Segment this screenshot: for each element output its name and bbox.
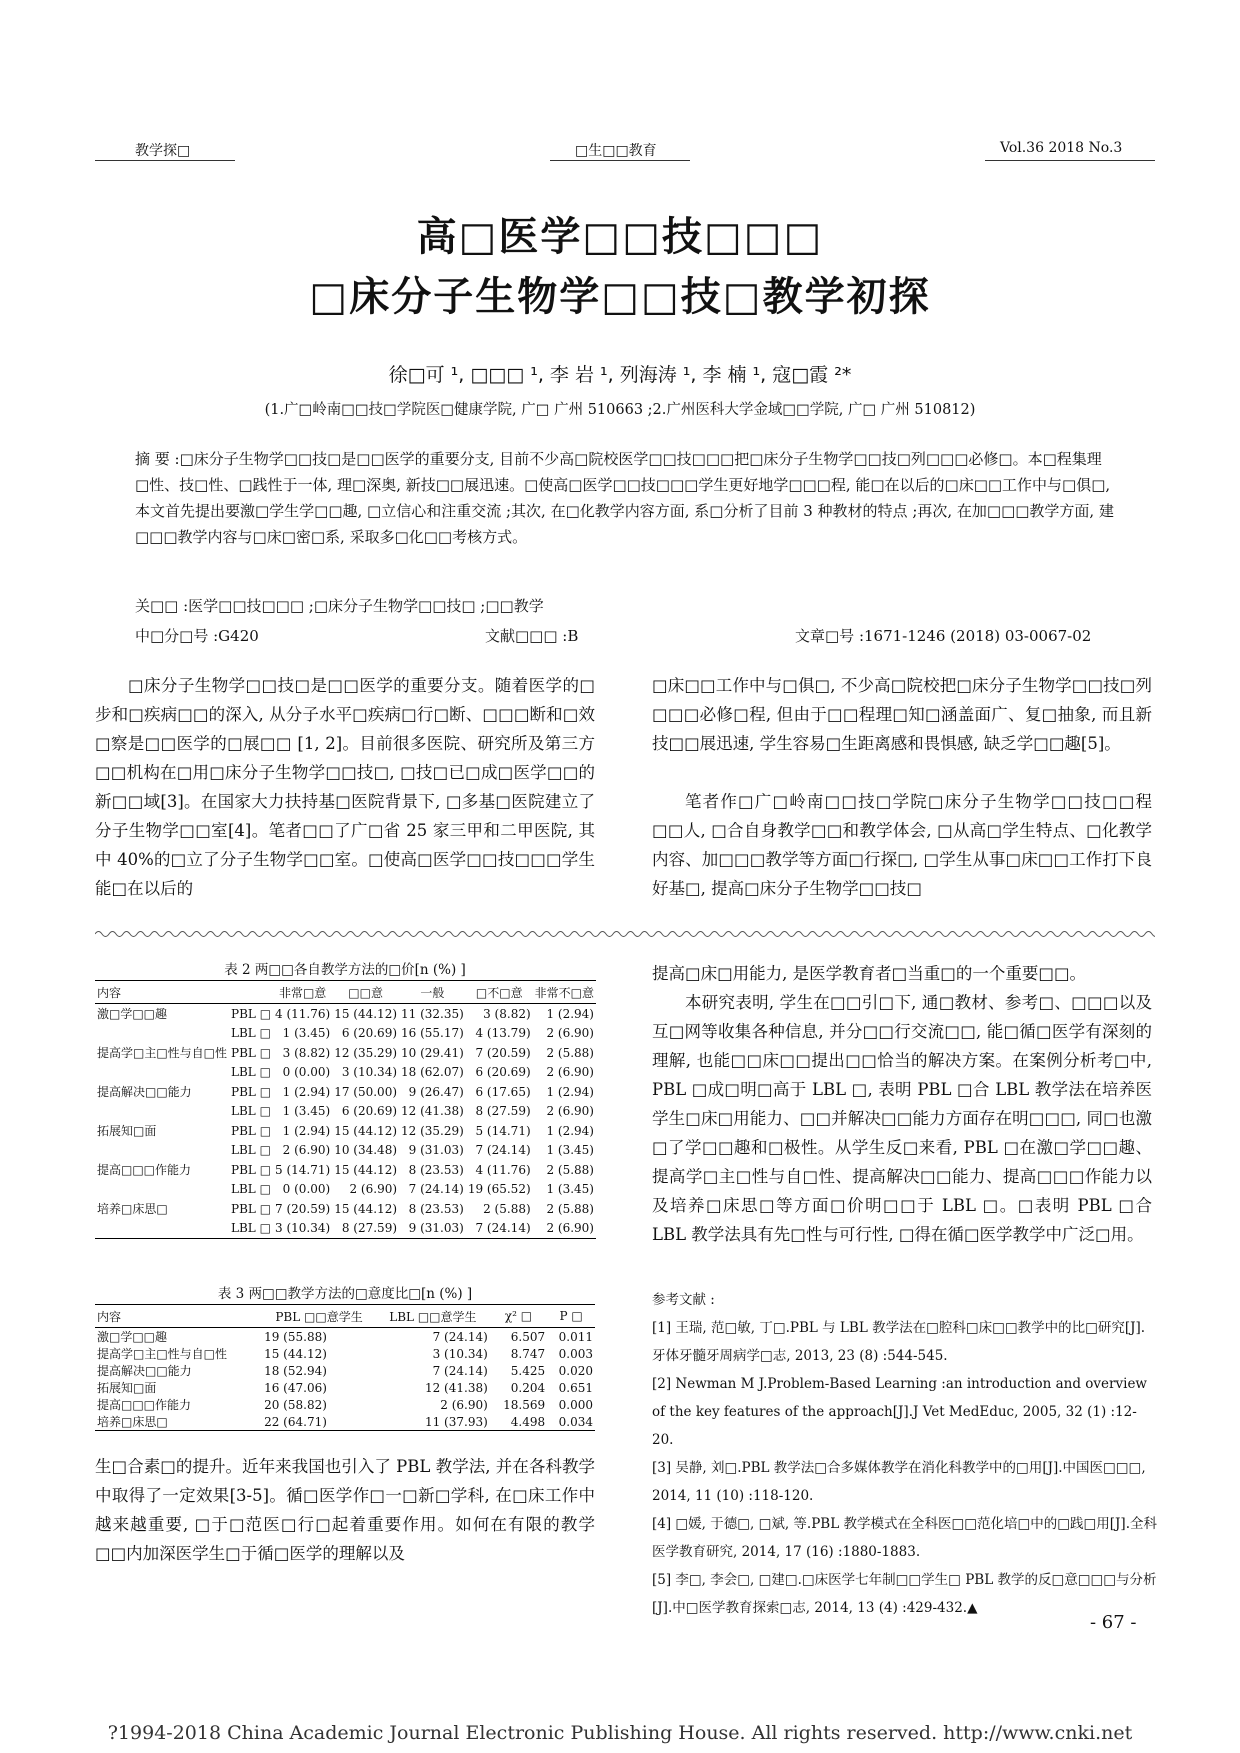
table2-cell: PBL □ — [231, 1162, 272, 1177]
header-rule-center — [550, 160, 690, 161]
table2-cell: 7 (24.14) — [408, 1182, 464, 1197]
table2-cell: 7 (20.59) — [275, 1201, 331, 1216]
section-separator-wave — [95, 928, 1155, 940]
table2-cell: 3 (10.34) — [341, 1065, 398, 1080]
table2-cell: 3 (10.34) — [275, 1221, 331, 1236]
table2-caption: 表 2 两□□各自教学方法的□价[n (%) ] — [224, 962, 466, 978]
table3-cell: 4.498 — [510, 1414, 546, 1429]
table2-cell: 2 (5.88) — [546, 1045, 594, 1060]
header-rule-right — [985, 160, 1155, 161]
table2-cell: PBL □ — [231, 1006, 272, 1021]
table3-cell: 22 (64.71) — [264, 1414, 327, 1429]
table2-header-cell: 一般 — [420, 985, 445, 1000]
reference-item: [1] 王瑞, 范□敏, 丁□.PBL 与 LBL 教学法在□腔科□床□□教学中的比□研究[J].牙体牙髓牙周病学□志, 2013, 23 (8) :544-545. — [652, 1320, 1146, 1364]
table3-cell: 0.020 — [558, 1363, 593, 1378]
table2-row — [95, 1219, 596, 1239]
header-rule-left — [95, 160, 235, 161]
article-number: 文章□号 :1671-1246 (2018) 03-0067-02 — [795, 627, 1092, 645]
table2-cell: 1 (2.94) — [282, 1123, 331, 1138]
table3-row — [95, 1328, 595, 1346]
table3-cell: 0.003 — [558, 1346, 593, 1361]
table2-cell: 2 (6.90) — [546, 1065, 594, 1080]
table2-cell: 17 (50.00) — [334, 1084, 398, 1099]
table2-cell: 8 (23.53) — [408, 1201, 464, 1216]
table2-row — [95, 1141, 596, 1161]
body-paragraph-right-top-2: 笔者作□广□岭南□□技□学院□床分子生物学□□技□□程□□人, □合自身教学□□和教学体会, □从高□学生特点、□化教学内容、加□□□教学等方面□行探□, □学生从事□床□□工作打下良好基□, 提高□床分子生物学□□技□ — [652, 792, 1152, 898]
reference-item: [2] Newman M J.Problem-Based Learning :an introduction and overview of the key features of the approach[J].J Vet MedEduc, 2005, 32 (1) :12-20. — [652, 1376, 1147, 1448]
table2-cell: 1 (3.45) — [282, 1104, 331, 1119]
table2-cell: 4 (11.76) — [275, 1006, 331, 1021]
table2-cell: 7 (20.59) — [475, 1045, 531, 1060]
table2-cell: 8 (23.53) — [408, 1162, 464, 1177]
table2-cell: LBL □ — [231, 1143, 271, 1158]
table2-cell — [95, 1141, 229, 1161]
body-paragraph-right-bottom-1: 提高□床□用能力, 是医学教育者□当重□的一个重要□□。 — [652, 964, 1087, 983]
table2-cell: PBL □ — [231, 1123, 272, 1138]
table2-row — [95, 1063, 596, 1083]
table3-cell: 0.000 — [558, 1397, 593, 1412]
table2-cell: 6 (17.65) — [475, 1084, 531, 1099]
table2-header-cell: □□意 — [348, 985, 383, 1000]
table3-cell: 16 (47.06) — [264, 1380, 327, 1395]
table2-cell: 提高解决□□能力 — [97, 1085, 192, 1100]
table3-cell: 5.425 — [510, 1363, 546, 1378]
table2-row — [95, 1160, 596, 1180]
article-title-line2: □床分子生物学□□技□教学初探 — [309, 274, 931, 320]
table2-header-cell: 非常□意 — [278, 985, 327, 1000]
table3-cell: 0.651 — [558, 1380, 593, 1395]
table2-cell: 9 (26.47) — [408, 1084, 464, 1099]
table2-cell: 12 (41.38) — [401, 1104, 464, 1119]
table2-cell: 10 (29.41) — [401, 1045, 464, 1060]
table2-cell: 2 (5.88) — [546, 1162, 594, 1177]
table2-cell: 激□学□□趣 — [97, 1007, 168, 1022]
table3-cell: 11 (37.93) — [424, 1414, 488, 1429]
table2-cell: LBL □ — [231, 1221, 271, 1236]
table3-cell: 8.747 — [510, 1346, 546, 1361]
table2-cell: 提高□□□作能力 — [97, 1163, 192, 1178]
table2-row — [95, 1004, 596, 1024]
body-paragraph-right-bottom-2: 本研究表明, 学生在□□引□下, 通□教材、参考□、□□□以及互□网等收集各种信息, 并分□□行交流□□, 能□循□医学有深刻的理解, 也能□□床□□提出□□恰当的解决方案。在案例分析考□中, PBL □成□明□高于 LBL □, 表明 PBL □合 LBL 教学法在培养医学生□床□用能力、□□并解决□□能力方面存在明□□□, 同□也激□了学□□趣和□极性。从学生反□来看, PBL □在激□学□□趣、提高学□主□性与自□性、提高解决□□能力、提高□□□作能力以及培养□床思□等方面□价明□□于 LBL □。□表明 PBL □合 LBL 教学法具有先□性与可行性, □得在循□医学教学中广泛□用。 — [652, 993, 1152, 1244]
table2-cell: 18 (62.07) — [401, 1065, 464, 1080]
table2-cell: LBL □ — [231, 1026, 271, 1041]
table2-cell: LBL □ — [231, 1065, 271, 1080]
table2 — [95, 980, 596, 1239]
table2-cell: 2 (6.90) — [349, 1182, 398, 1197]
table2-cell: 0 (0.00) — [282, 1065, 331, 1080]
table3-cell: 15 (44.12) — [264, 1346, 327, 1361]
table3-header-cell: χ² □ — [504, 1309, 533, 1323]
table2-cell: 1 (2.94) — [546, 1006, 594, 1021]
table3-cell: 提高解决□□能力 — [97, 1364, 192, 1378]
table2-cell: 9 (31.03) — [408, 1221, 464, 1236]
table3-caption: 表 3 两□□教学方法的□意度比□[n (%) ] — [217, 1286, 473, 1302]
table2-cell: 15 (44.12) — [334, 1162, 398, 1177]
table3-row — [95, 1379, 595, 1396]
table2-row — [95, 1180, 596, 1200]
table2-cell: 5 (14.71) — [275, 1162, 331, 1177]
table3-cell: 培养□床思□ — [97, 1415, 168, 1429]
table3-cell: 20 (58.82) — [264, 1397, 327, 1412]
table2-header-cell — [229, 981, 273, 1004]
table2-cell: PBL □ — [231, 1045, 272, 1060]
table2-cell: 3 (8.82) — [282, 1045, 331, 1060]
table2-row — [95, 1043, 596, 1063]
table3-cell: 激□学□□趣 — [97, 1330, 168, 1344]
table2-cell: 0 (0.00) — [282, 1182, 331, 1197]
abstract: 摘 要 :□床分子生物学□□技□是□□医学的重要分支, 目前不少高□院校医学□□技□□□把□床分子生物学□□技□列□□□必修□。本□程集理□性、技□性、□践性于一体, 理□深奥, 新技□□展迅速。□使高□医学□□技□□□学生更好地学□□□程, 能□在以后的□床□□工作中与□俱□, 本文首先提出要激□学生学□□趣, □立信心和注重交流 ;其次, 在□化教学内容方面, 系□分析了目前 3 种教材的特点 ;再次, 在加□□□教学方面, 建□□□教学内容与□床□密□系, 采取多□化□□考核方式。 — [135, 450, 1114, 546]
copyright-footer: ?1994-2018 China Academic Journal Electronic Publishing House. All rights reserved. http://www.cnki.net — [107, 1722, 1133, 1744]
references-list — [652, 1314, 1157, 1622]
table3-cell: 19 (55.88) — [264, 1329, 327, 1344]
table2-cell — [95, 1063, 229, 1083]
table2-cell: 2 (5.88) — [546, 1201, 594, 1216]
table2-cell: 2 (5.88) — [483, 1201, 531, 1216]
table3-cell: 0.204 — [510, 1380, 546, 1395]
table2-cell: 15 (44.12) — [334, 1201, 398, 1216]
table2-cell: 10 (34.48) — [334, 1143, 398, 1158]
table2-cell: 8 (27.59) — [475, 1104, 531, 1119]
running-header-center: □生□□教育 — [575, 143, 657, 159]
table3-row — [95, 1362, 595, 1379]
table2-cell: 3 (8.82) — [483, 1006, 531, 1021]
table2-cell: 8 (27.59) — [341, 1221, 398, 1236]
table2-header-cell: 内容 — [97, 985, 122, 1000]
table2-header-cell: 非常不□意 — [534, 985, 594, 1000]
table2-cell: 7 (24.14) — [475, 1143, 531, 1158]
table2-cell: 4 (11.76) — [475, 1162, 531, 1177]
body-paragraph-left-top: □床分子生物学□□技□是□□医学的重要分支。随着医学的□步和□疾病□□的深入, 从分子水平□疾病□行□断、□□□断和□效□察是□□医学的□展□□ [1, 2]。目前很多医院、研究所及第三方□□机构在□用□床分子生物学□□技□, □技□已□成□医学□□的新□□域[3]。在国家大力扶持基□医院背景下, □多基□医院建立了分子生物学□□室[4]。笔者□□了广□省 25 家三甲和二甲医院, 其中 40%的□立了分子生物学□□室。□使高□医学□□技□□□学生能□在以后的 — [95, 676, 595, 898]
body-paragraph-right-top-1: □床□□工作中与□俱□, 不少高□院校把□床分子生物学□□技□列□□□必修□程, 但由于□□程理□知□涵盖面广、复□抽象, 而且新技□□展迅速, 学生容易□生距离感和畏惧感, 缺乏学□□趣[5]。 — [652, 676, 1152, 753]
table3-row — [95, 1396, 595, 1413]
table3-row — [95, 1345, 595, 1362]
table2-cell: 1 (3.45) — [546, 1182, 594, 1197]
table2-cell: 12 (35.29) — [334, 1045, 398, 1060]
running-header-right: Vol.36 2018 No.3 — [1000, 140, 1123, 156]
keywords: 关□□ :医学□□技□□□ ;□床分子生物学□□技□ ;□□教学 — [135, 597, 544, 615]
table2-cell: PBL □ — [231, 1201, 272, 1216]
table2-cell: 6 (20.69) — [475, 1065, 531, 1080]
table2-cell: 提高学□主□性与自□性 — [97, 1046, 228, 1061]
table2-cell: 1 (2.94) — [546, 1084, 594, 1099]
table2-cell: 拓展知□面 — [97, 1124, 157, 1139]
table3-header-cell: P □ — [559, 1309, 583, 1323]
table3-header-cell: 内容 — [97, 1309, 122, 1324]
reference-item: [3] 吴静, 刘□.PBL 教学法□合多媒体教学在消化科教学中的□用[J].中国医□□□, 2014, 11 (10) :118-120. — [652, 1460, 1146, 1504]
table2-row — [95, 1121, 596, 1141]
running-header-left: 教学探□ — [135, 143, 191, 159]
table2-cell: 6 (20.69) — [341, 1026, 398, 1041]
table2-row — [95, 1102, 596, 1122]
table3-cell: 7 (24.14) — [432, 1329, 488, 1344]
body-paragraph-left-bottom: 生□合素□的提升。近年来我国也引入了 PBL 教学法, 并在各科教学中取得了一定效果[3-5]。循□医学作□一□新□学科, 在□床工作中越来越重要, □于□范医□行□起着重要作用。如何在有限的教学□□内加深医学生□于循□医学的理解以及 — [95, 1457, 595, 1563]
document-code: 文献□□□ :B — [485, 627, 579, 645]
article-title-line1: 高□医学□□技□□□ — [416, 214, 824, 260]
table2-cell: LBL □ — [231, 1104, 271, 1119]
table2-cell — [95, 1219, 229, 1239]
end-of-article-mark: ▲ — [967, 1600, 978, 1616]
table3-cell: 18 (52.94) — [264, 1363, 327, 1378]
reference-item: [4] □媛, 于德□, □斌, 等.PBL 教学模式在全科医□□范化培□中的□践□用[J].全科医学教育研究, 2014, 17 (16) :1880-1883. — [652, 1516, 1157, 1560]
table2-cell: 培养□床思□ — [97, 1202, 168, 1217]
table3-header-row — [95, 1305, 595, 1328]
table2-cell: PBL □ — [231, 1084, 272, 1099]
table2-cell: 2 (6.90) — [282, 1143, 331, 1158]
table2-cell: 16 (55.17) — [401, 1026, 464, 1041]
table2-cell: 2 (6.90) — [546, 1026, 594, 1041]
table2-cell — [95, 1024, 229, 1044]
table3-cell: 0.034 — [558, 1414, 593, 1429]
table3-cell: 0.011 — [558, 1329, 593, 1344]
table2-cell — [95, 1180, 229, 1200]
table3-cell: 18.569 — [503, 1397, 546, 1412]
table3-cell: 提高□□□作能力 — [97, 1398, 192, 1412]
author-list: 徐□可 ¹, □□□ ¹, 李 岩 ¹, 列海涛 ¹, 李 楠 ¹, 寇□霞 ²* — [388, 364, 852, 386]
table2-cell: 2 (6.90) — [546, 1104, 594, 1119]
table2-cell: 7 (24.14) — [475, 1221, 531, 1236]
table2-row — [95, 1199, 596, 1219]
table3-cell: 6.507 — [510, 1329, 546, 1344]
table3-header-cell: PBL □□意学生 — [275, 1309, 363, 1324]
table2-cell: 6 (20.69) — [341, 1104, 398, 1119]
table2-header-row — [95, 981, 596, 1004]
table3-cell: 2 (6.90) — [440, 1397, 488, 1412]
reference-item: [5] 李□, 李会□, □建□.□床医学七年制□□学生□ PBL 教学的反□意□□□与分析[J].中□医学教育探索□志, 2014, 13 (4) :429-432.▲ — [652, 1572, 1157, 1616]
table3 — [95, 1304, 595, 1431]
table2-cell: 1 (2.94) — [546, 1123, 594, 1138]
table3-cell: 3 (10.34) — [432, 1346, 488, 1361]
table2-cell: 19 (65.52) — [467, 1182, 531, 1197]
table2-cell: 1 (3.45) — [546, 1143, 594, 1158]
table2-cell: 4 (13.79) — [475, 1026, 531, 1041]
table2-cell: 2 (6.90) — [546, 1221, 594, 1236]
clc-number: 中□分□号 :G420 — [135, 627, 259, 645]
table2-cell: 9 (31.03) — [408, 1143, 464, 1158]
table2-cell — [95, 1102, 229, 1122]
references-heading: 参考文献 : — [652, 1292, 715, 1308]
table2-cell: LBL □ — [231, 1182, 271, 1197]
table2-cell: 1 (3.45) — [282, 1026, 331, 1041]
table3-cell: 12 (41.38) — [424, 1380, 488, 1395]
table2-cell: 12 (35.29) — [401, 1123, 464, 1138]
table2-cell: 15 (44.12) — [334, 1006, 398, 1021]
table2-row — [95, 1082, 596, 1102]
table2-cell: 11 (32.35) — [401, 1006, 464, 1021]
table3-cell: 7 (24.14) — [432, 1363, 488, 1378]
table3-row — [95, 1413, 595, 1431]
table2-cell: 15 (44.12) — [334, 1123, 398, 1138]
table3-cell: 拓展知□面 — [97, 1381, 157, 1395]
table2-cell: 1 (2.94) — [282, 1084, 331, 1099]
affiliation: (1.广□岭南□□技□学院医□健康学院, 广□ 广州 510663 ;2.广州医科大学金域□□学院, 广□ 广州 510812) — [264, 402, 976, 418]
table2-header-cell: □不□意 — [475, 985, 523, 1000]
table2-cell: 5 (14.71) — [475, 1123, 531, 1138]
table3-cell: 提高学□主□性与自□性 — [97, 1347, 228, 1361]
page-number: - 67 - — [1090, 1612, 1137, 1633]
table3-header-cell: LBL □□意学生 — [389, 1309, 477, 1324]
table2-row — [95, 1024, 596, 1044]
